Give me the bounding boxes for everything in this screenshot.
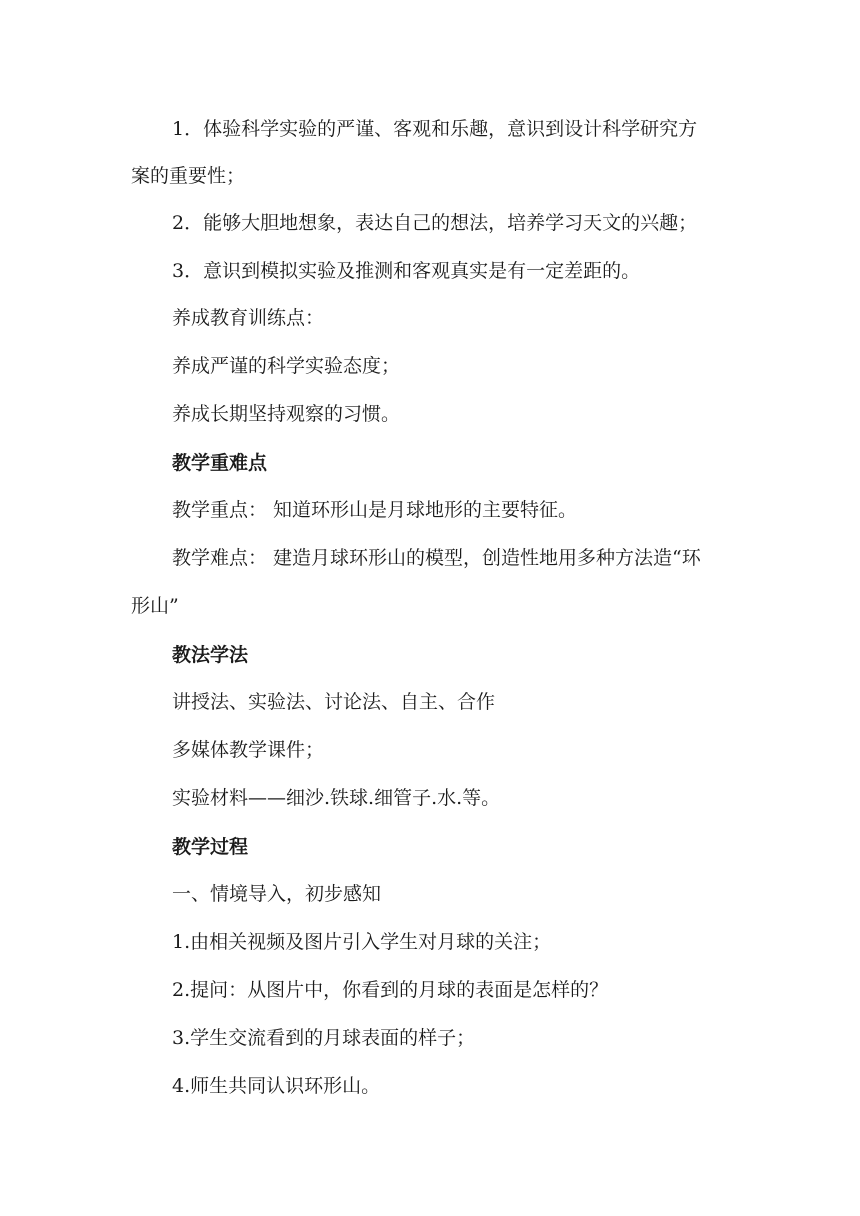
section-one-title: 一、情境导入，初步感知 [172,883,382,905]
key-points-heading: 教学重难点 [172,452,268,474]
section-one-step-4: 4.师生共同认识环形山。 [172,1075,381,1097]
section-one-step-1: 1.由相关视频及图片引入学生对月球的关注； [172,931,552,953]
method-2: 多媒体教学课件； [172,739,325,761]
difficult-point-line-1: 教学难点： 建造月球环形山的模型，创造性地用多种方法造“环 [172,547,701,569]
method-3: 实验材料——细沙.铁球.细管子.水.等。 [172,787,501,809]
habit-item-2: 养成长期坚持观察的习惯。 [172,403,401,425]
method-1: 讲授法、实验法、讨论法、自主、合作 [172,691,496,713]
goal-2: 2．能够大胆地想象，表达自己的想法，培养学习天文的兴趣； [172,212,698,234]
section-one-step-2: 2.提问：从图片中，你看到的月球的表面是怎样的？ [172,979,609,1001]
key-point: 教学重点： 知道环形山是月球地形的主要特征。 [172,499,578,521]
goal-1-line-1: 1．体验科学实验的严谨、客观和乐趣，意识到设计科学研究方 [172,118,698,140]
process-heading: 教学过程 [172,836,249,858]
goal-3: 3．意识到模拟实验及推测和客观真实是有一定差距的。 [172,260,641,282]
goal-1-line-2: 案的重要性； [131,165,246,187]
difficult-point-line-2: 形山” [131,595,179,617]
habit-title: 养成教育训练点： [172,307,325,329]
methods-heading: 教法学法 [172,644,249,666]
habit-item-1: 养成严谨的科学实验态度； [172,355,401,377]
section-one-step-3: 3.学生交流看到的月球表面的样子； [172,1027,476,1049]
